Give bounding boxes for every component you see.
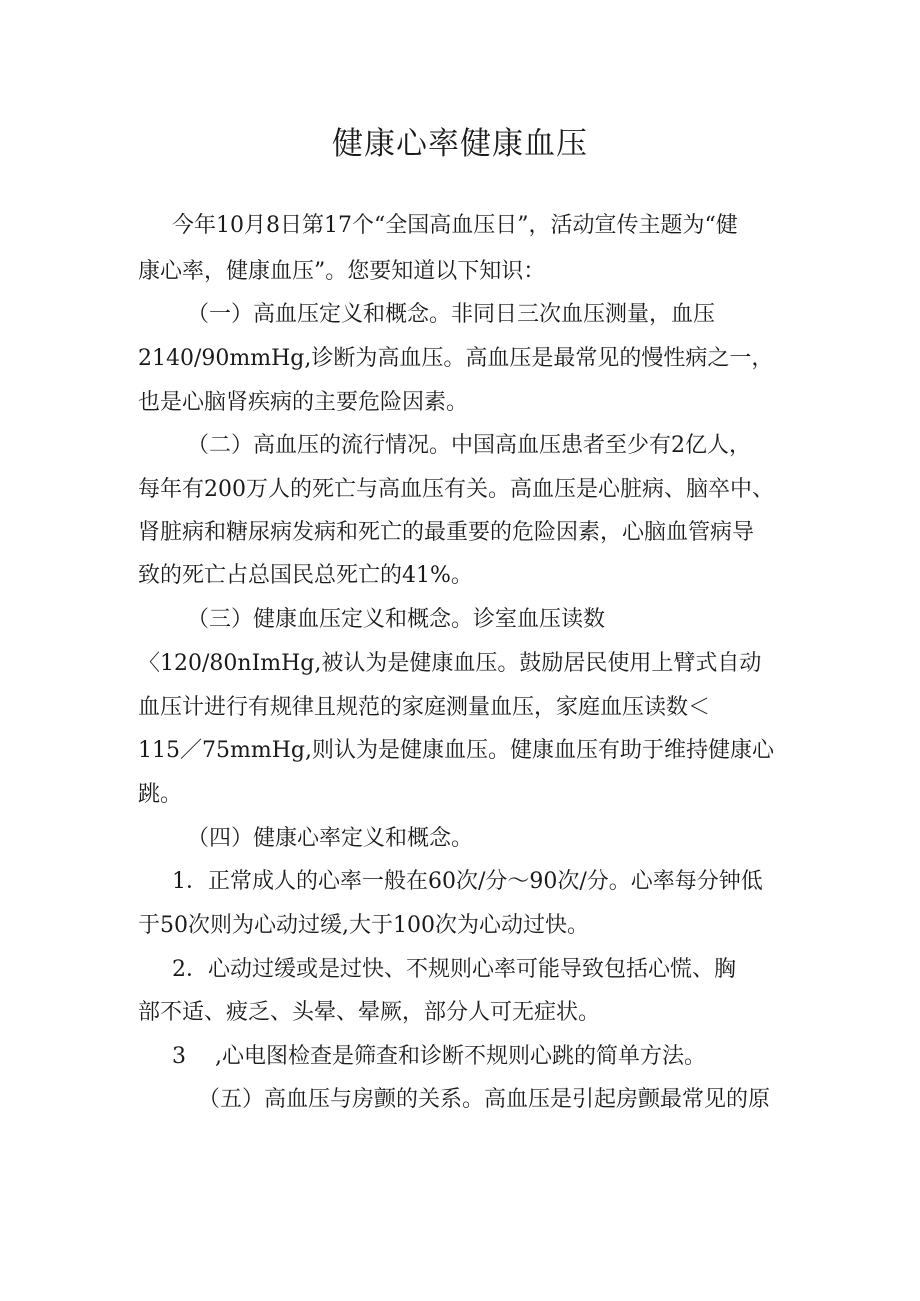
paragraph-line: 血压计进行有规律且规范的家庭测量血压，家庭血压读数＜ [138,695,711,720]
paragraph-line: 今年10月8日第17个“全国高血压日”，活动宣传主题为“健 [172,213,738,238]
paragraph-line: 跳。 [138,782,183,807]
paragraph-line: 致的死亡占总国民总死亡的41%。 [138,563,473,588]
paragraph-line: （三）健康血压定义和概念。诊室血压读数 [187,607,606,632]
paragraph-line: 1．正常成人的心率一般在60次/分～90次/分。心率每分钟低 [172,869,763,894]
paragraph-line: 115／75mmHg,则认为是健康血压。健康血压有助于维持健康心 [138,738,774,763]
paragraph-line: （一）高血压定义和概念。非同日三次血压测量，血压 [187,302,716,327]
paragraph-line: 〈120/80nImHg,被认为是健康血压。鼓励居民使用上臂式自动 [138,651,762,676]
paragraph-line: 部不适、疲乏、头晕、晕厥，部分人可无症状。 [138,1000,601,1025]
paragraph-line: 康心率，健康血压”。您要知道以下知识： [138,259,546,284]
paragraph-line: （二）高血压的流行情况。中国高血压患者至少有2亿人， [187,433,751,458]
document-title: 健康心率健康血压 [332,126,588,162]
paragraph-line: 于50次则为心动过缓,大于100次为心动过快。 [138,913,589,938]
paragraph-line: 每年有200万人的死亡与高血压有关。高血压是心脏病、脑卒中、 [138,477,774,502]
paragraph-line: 2140/90mmHg,诊断为高血压。高血压是最常见的慢性病之一， [138,346,774,371]
paragraph-line: （四）健康心率定义和概念。 [187,826,474,851]
paragraph-line: 2．心动过缓或是过快、不规则心率可能导致包括心慌、胸 [172,957,736,982]
paragraph-line: 也是心脑肾疾病的主要危险因素。 [138,390,469,415]
paragraph-line: 3 ,心电图检查是筛查和诊断不规则心跳的简单方法。 [172,1044,706,1069]
paragraph-line: （五）高血压与房颤的关系。高血压是引起房颤最常见的原 [198,1087,771,1112]
paragraph-line: 肾脏病和糖尿病发病和死亡的最重要的危险因素，心脑血管病导 [138,520,755,545]
